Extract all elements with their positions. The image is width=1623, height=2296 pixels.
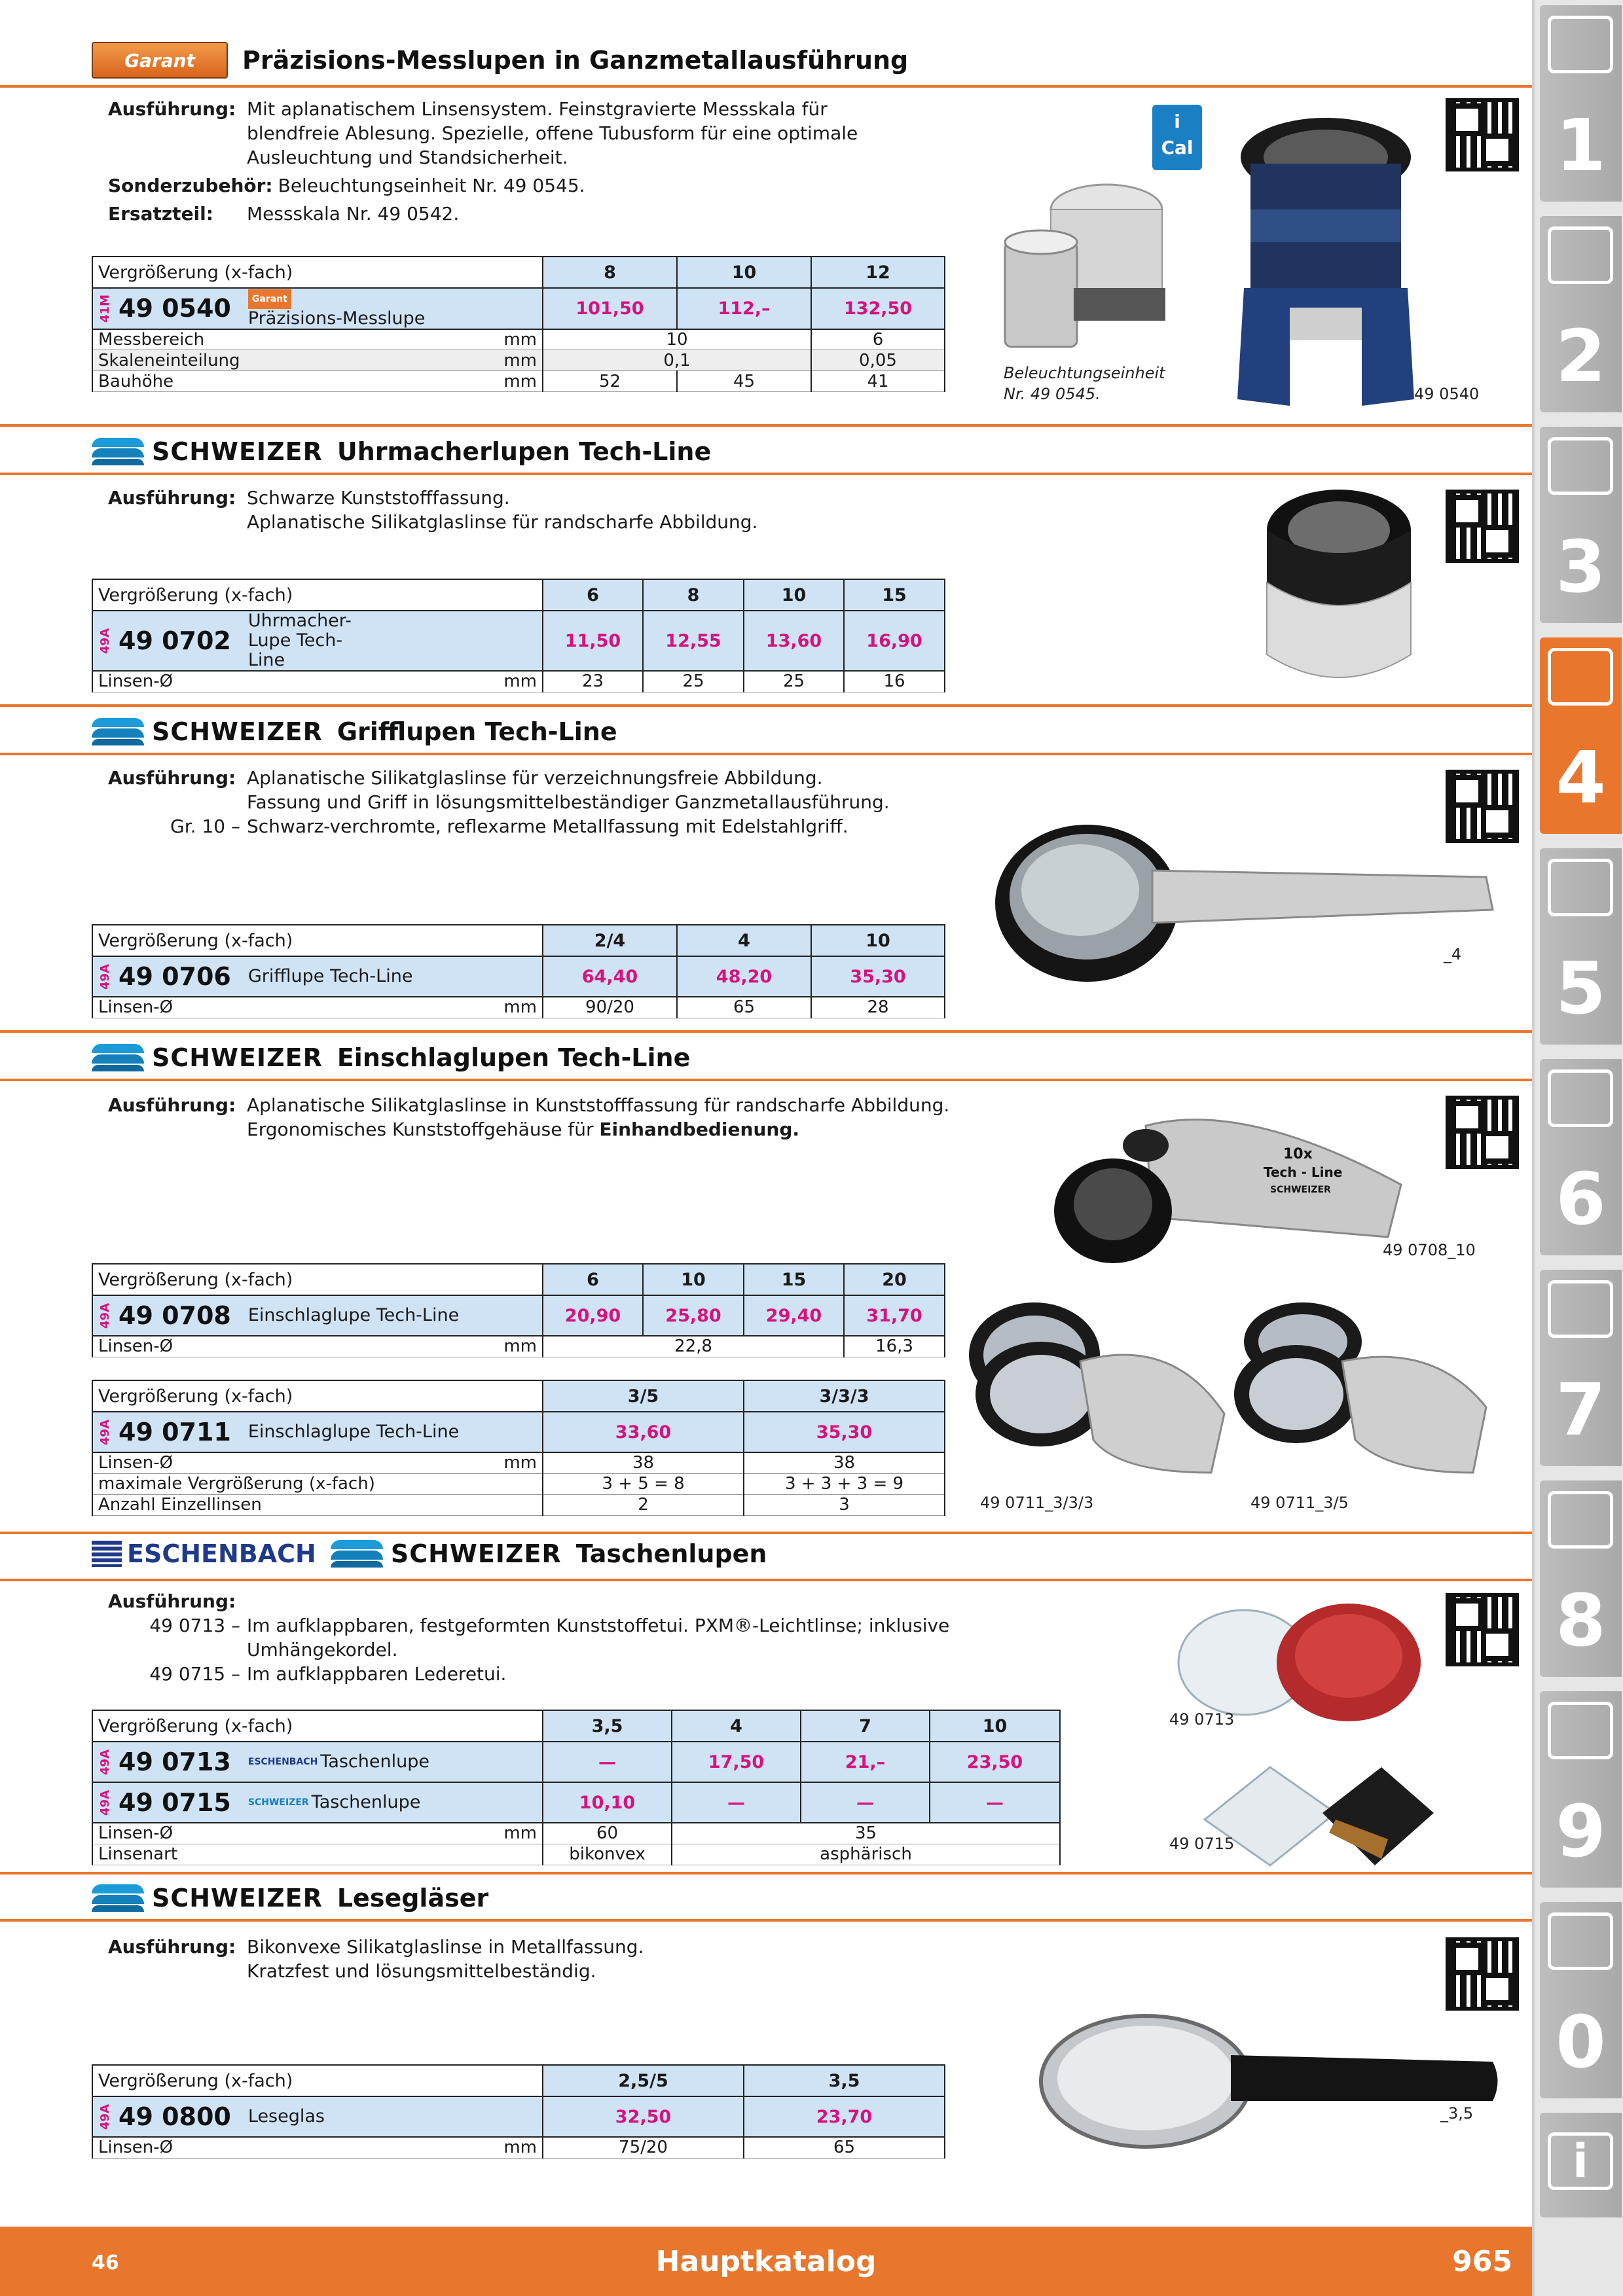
ausfuehrung-label: Ausführung: (108, 1590, 236, 1612)
qr-code[interactable] (1446, 98, 1519, 171)
price: — (672, 1782, 801, 1823)
spec-value: bikonvex (543, 1844, 672, 1865)
tab-chapter-6[interactable] (1540, 1059, 1622, 1255)
caption: 49 0711_3/5 (1250, 1494, 1349, 1512)
price: 17,50 (672, 1742, 801, 1782)
spec-unit: mm (441, 371, 543, 392)
ausfuehrung-label: Ausführung: (108, 1094, 236, 1116)
chapter-tab-strip (1532, 0, 1623, 2296)
table-row (92, 2096, 543, 2137)
schweizer-mark-icon (92, 437, 144, 467)
column-header: 10 (643, 1264, 744, 1295)
column-header: 15 (844, 579, 945, 611)
article-number: 49 0540 (119, 294, 231, 323)
brand-name: SCHWEIZER (152, 1043, 323, 1072)
schweizer-mark-icon (92, 1883, 144, 1913)
column-header: 6 (543, 1264, 643, 1295)
tab-number: 4 (1556, 736, 1606, 819)
description-line: Aplanatische Silikatglaslinse für verzeichnungsfreie Abbildung. (247, 767, 823, 789)
lens-label: 10x (1283, 1146, 1313, 1162)
price: 101,50 (543, 288, 677, 329)
schweizer-logo (92, 1043, 323, 1073)
price: 20,90 (543, 1295, 643, 1336)
column-10: 10 (677, 257, 811, 288)
description-line: Bikonvexe Silikatglaslinse in Metallfassung. (247, 1936, 644, 1958)
variant-text: Schwarz-verchromte, reflexarme Metallfassung mit Edelstahlgriff. (247, 816, 848, 837)
spec-unit: mm (441, 329, 543, 350)
handle-magnifier-image (989, 812, 1499, 995)
section-einschlaglupen-title (92, 1038, 690, 1077)
price-table-490708 (92, 1263, 945, 1357)
spec-value: 0,05 (811, 350, 945, 371)
description-line: Kratzfest und lösungsmittelbeständig. (247, 1960, 596, 1982)
spec-value: 22,8 (543, 1336, 844, 1357)
tab-chapter-9[interactable] (1540, 1691, 1622, 1888)
watchmaker-loupe-image (1257, 484, 1421, 694)
tab-chapter-5[interactable] (1540, 848, 1622, 1045)
column-header: 4 (677, 925, 811, 956)
spec-name: Bauhöhe (92, 371, 441, 392)
brand-name: SCHWEIZER (152, 437, 323, 466)
garant-logo: Garant (92, 42, 228, 79)
price: 132,50 (811, 288, 945, 329)
qr-code[interactable] (1446, 1593, 1519, 1666)
description-line: Aplanatische Silikatglaslinse für randscharfe Abbildung. (247, 511, 758, 533)
table-row (92, 1412, 543, 1452)
spec-value: 6 (811, 329, 945, 350)
section-title: Taschenlupen (575, 1539, 767, 1568)
divider (0, 1030, 1532, 1033)
spec-name: Linsen-Ø (92, 1452, 390, 1473)
footer (0, 2227, 1532, 2296)
catalog-name: Hauptkatalog (655, 2245, 877, 2278)
group-code: 49A (98, 963, 112, 990)
eschenbach-mark-icon (92, 1541, 122, 1567)
spec-name: Linsen-Ø (92, 1336, 390, 1357)
calibration-badge (1152, 105, 1202, 170)
spec-value: 35 (672, 1823, 1060, 1844)
divider (0, 473, 1532, 475)
table-head-label: Vergrößerung (x-fach) (92, 579, 543, 611)
ausfuehrung-label: Ausführung: (108, 487, 236, 509)
price-table-490800 (92, 2064, 945, 2159)
page-number-left: 46 (92, 2251, 119, 2274)
column-header: 6 (543, 579, 643, 611)
spec-name: Linsen-Ø (92, 1823, 390, 1844)
variant-text: Im aufklappbaren, festgeformten Kunststoffetui. PXM®-Leichtlinse; inklusive Umhängekordel. (247, 1615, 950, 1660)
description-line: Fassung und Griff in lösungsmittelbeständiger Ganzmetallausführung. (247, 791, 890, 813)
spec-value: 25 (643, 671, 744, 692)
spec-name: Linsen-Ø (92, 671, 390, 692)
group-code: 49A (98, 1749, 112, 1775)
garant-mini-logo: Garant (248, 289, 291, 309)
eschenbach-logo (92, 1539, 316, 1568)
section-title: Uhrmacherlupen Tech-Line (337, 437, 712, 466)
price: 13,60 (744, 611, 844, 671)
spec-value: 45 (677, 371, 811, 392)
price: 48,20 (677, 956, 811, 997)
price: 12,55 (643, 611, 744, 671)
product-name: Grifflupe Tech-Line (247, 966, 413, 986)
variant-key: Gr. 10 – (170, 816, 240, 837)
section-title: Präzisions-Messlupen in Ganzmetallausführung (242, 46, 909, 75)
spec-value: 10 (543, 329, 811, 350)
info-letter: i (1573, 2134, 1588, 2188)
table-head-label: Vergrößerung (x-fach) (92, 257, 543, 288)
column-header: 3/5 (543, 1380, 744, 1412)
section-taschenlupen-title (92, 1534, 767, 1573)
column-8: 8 (543, 257, 677, 288)
column-header: 10 (811, 925, 945, 956)
drill-icon (1548, 16, 1613, 73)
caliper-icon (1548, 648, 1613, 706)
caption: _3,5 (1440, 2104, 1474, 2123)
spec-name: Linsenart (92, 1844, 543, 1865)
qr-code[interactable] (1446, 770, 1519, 843)
article-number: 49 0702 (119, 626, 231, 655)
caption: Nr. 49 0545. (1004, 385, 1101, 403)
tab-number: 9 (1556, 1789, 1606, 1873)
column-header: 7 (801, 1710, 930, 1742)
spec-name: maximale Vergrößerung (x-fach) (92, 1473, 543, 1494)
group-code: 49A (98, 628, 112, 654)
illumination-unit-image (995, 164, 1172, 373)
table-head-label: Vergrößerung (x-fach) (92, 925, 543, 956)
spec-name: Linsen-Ø (92, 997, 390, 1018)
variant-key: 49 0715 – (149, 1663, 240, 1685)
tab-chapter-2[interactable] (1540, 216, 1622, 412)
divider (0, 1872, 1532, 1874)
tab-number: 5 (1556, 946, 1606, 1030)
description-line: Ergonomisches Kunststoffgehäuse für (247, 1119, 600, 1140)
spec-unit: mm (390, 2137, 543, 2158)
sonderzubehoer-label: Sonderzubehör: (108, 175, 273, 196)
spec-value: 41 (811, 371, 945, 392)
caption: 49 0715 (1169, 1835, 1235, 1853)
group-code: 41M (98, 294, 112, 323)
price-table-490702 (92, 579, 945, 692)
tab-chapter-3[interactable] (1540, 427, 1622, 623)
column-header: 3,5 (744, 2065, 945, 2096)
hand-tools-icon (1548, 1280, 1613, 1338)
group-code: 49A (98, 1789, 112, 1816)
folding-loupe-490708-image (1048, 1106, 1414, 1270)
product-name: Präzisions-Messlupe (247, 308, 426, 329)
spec-value: 0,1 (543, 350, 811, 371)
column-header: 2,5/5 (543, 2065, 744, 2096)
workshop-icon (1548, 1491, 1613, 1549)
ersatzteil-text: Messskala Nr. 49 0542. (247, 203, 460, 224)
spec-value: 65 (677, 997, 811, 1018)
table-row (92, 956, 543, 997)
spec-unit: mm (390, 997, 543, 1018)
price: 23,70 (744, 2096, 945, 2137)
lens-label: SCHWEIZER (1270, 1185, 1331, 1195)
price: — (543, 1742, 672, 1782)
price: 31,70 (844, 1295, 945, 1336)
product-name: Uhrmacher-Lupe Tech-Line (247, 611, 352, 670)
brand-name: ESCHENBACH (127, 1539, 316, 1568)
table-head-label: Vergrößerung (x-fach) (92, 1264, 543, 1295)
spec-value: 90/20 (543, 997, 677, 1018)
product-name: Taschenlupe (320, 1751, 429, 1772)
description-line: Aplanatische Silikatglaslinse in Kunststofffassung für randscharfe Abbildung. (247, 1094, 950, 1116)
tab-number: 2 (1556, 314, 1606, 398)
schweizer-logo (331, 1539, 562, 1569)
article-number: 49 0708 (119, 1301, 231, 1330)
insert-icon (1548, 226, 1613, 284)
tab-number: 1 (1556, 103, 1606, 187)
article-number: 49 0715 (119, 1788, 231, 1817)
product-name: Einschlaglupe Tech-Line (247, 1422, 460, 1442)
product-name: Einschlaglupe Tech-Line (247, 1305, 460, 1325)
price: — (930, 1782, 1060, 1823)
tool-holder-icon (1548, 437, 1613, 495)
price: 33,60 (543, 1412, 744, 1452)
price-table-pocket-magnifiers (92, 1710, 1061, 1865)
reading-glass-image (1034, 1990, 1506, 2153)
price-table-490540 (92, 256, 945, 392)
section-taschenlupen-description (108, 1589, 1090, 1686)
price: 23,50 (930, 1742, 1060, 1782)
section-title: Lesegläser (337, 1884, 489, 1912)
article-number: 49 0706 (119, 962, 231, 991)
group-code: 49A (98, 1302, 112, 1329)
schweizer-logo (92, 1883, 323, 1913)
caption: 49 0713 (1169, 1710, 1235, 1729)
divider (0, 1079, 1532, 1081)
caption: 49 0708_10 (1383, 1241, 1476, 1259)
tab-chapter-7[interactable] (1540, 1270, 1622, 1466)
section-uhrmacherlupen-title (92, 432, 711, 471)
caption: Beleuchtungseinheit (1004, 364, 1165, 382)
precision-loupe-image (1231, 111, 1421, 419)
price-table-490711 (92, 1380, 945, 1516)
spec-value: 52 (543, 371, 677, 392)
group-code: 49A (98, 1419, 112, 1445)
tab-number: 8 (1556, 1579, 1606, 1662)
spec-value: 38 (543, 1452, 744, 1473)
cabinet-icon (1548, 1702, 1613, 1759)
divider (0, 753, 1532, 755)
variant-key: 49 0713 – (149, 1615, 240, 1636)
tab-number: 7 (1556, 1368, 1606, 1452)
schweizer-logo (92, 717, 323, 747)
column-header: 3,5 (543, 1710, 672, 1742)
saw-blade-icon (1548, 859, 1613, 916)
schweizer-mark-icon (331, 1539, 383, 1569)
schweizer-mini-logo: SCHWEIZER (247, 1797, 309, 1808)
price: 21,– (801, 1742, 930, 1782)
spec-unit: mm (441, 350, 543, 371)
spec-value: 3 + 3 + 3 = 9 (744, 1473, 945, 1494)
info-icon (1548, 2132, 1613, 2190)
spec-name: Messbereich (92, 329, 441, 350)
table-row (92, 1782, 543, 1823)
divider (0, 1919, 1532, 1922)
table-row (92, 611, 543, 671)
sonderzubehoer-text: Beleuchtungseinheit Nr. 49 0545. (278, 175, 585, 196)
wrench-icon (1548, 1069, 1613, 1127)
price: 25,80 (643, 1295, 744, 1336)
table-row (92, 1742, 543, 1782)
eschenbach-mini-logo: ESCHENBACH (247, 1757, 318, 1768)
spec-name: Anzahl Einzellinsen (92, 1494, 543, 1515)
column-header: 10 (744, 579, 844, 611)
column-header: 10 (930, 1710, 1060, 1742)
section-garant-title (92, 41, 908, 80)
caption: 49 0711_3/3/3 (980, 1494, 1094, 1512)
spec-value: 23 (543, 671, 643, 692)
ersatzteil-label: Ersatzteil: (108, 203, 213, 224)
spec-value: 75/20 (543, 2137, 744, 2158)
divider (0, 424, 1532, 427)
ausfuehrung-label: Ausführung: (108, 1936, 236, 1958)
badge-info: i (1174, 111, 1180, 132)
spec-name: Skaleneinteilung (92, 350, 441, 371)
column-header: 3/3/3 (744, 1380, 945, 1412)
column-12: 12 (811, 257, 945, 288)
spec-unit: mm (390, 1823, 543, 1844)
spec-value: asphärisch (672, 1844, 1060, 1865)
table-head-label: Vergrößerung (x-fach) (92, 1710, 543, 1742)
spec-name: Linsen-Ø (92, 2137, 390, 2158)
section-garant-description (108, 97, 913, 226)
product-name: Taschenlupe (311, 1791, 421, 1812)
section-grifflupen-description (108, 766, 959, 838)
qr-code[interactable] (1446, 1937, 1519, 2011)
safety-gear-icon (1548, 1912, 1613, 1970)
product-name: Leseglas (247, 2106, 325, 2126)
ausfuehrung-text: Mit aplanatischem Linsensystem. Feinstgravierte Messskala für blendfreie Ablesung. Spezielle, offene Tubusform für eine optimale Ausleuchtung und Standsicherheit. (247, 98, 858, 168)
tab-number: 3 (1556, 525, 1606, 609)
column-header: 2/4 (543, 925, 677, 956)
folding-loupe-490711-35-image (1231, 1296, 1506, 1486)
price: 10,10 (543, 1782, 672, 1823)
schweizer-mark-icon (92, 717, 144, 747)
lens-label: Tech - Line (1264, 1164, 1343, 1180)
spec-unit: mm (390, 671, 543, 692)
variant-text: Im aufklappbaren Lederetui. (247, 1663, 507, 1685)
spec-value: 3 (744, 1494, 945, 1515)
section-einschlaglupen-description (108, 1093, 959, 1141)
spec-value: 25 (744, 671, 844, 692)
ausfuehrung-label: Ausführung: (108, 98, 236, 120)
qr-code[interactable] (1446, 1096, 1519, 1169)
price: 64,40 (543, 956, 677, 997)
spec-value: 28 (811, 997, 945, 1018)
section-uhrmacherlupen-description (108, 486, 959, 534)
price: 35,30 (744, 1412, 945, 1452)
price-table-490706 (92, 924, 945, 1018)
article-number: 49 0711 (119, 1418, 231, 1446)
column-header: 20 (844, 1264, 945, 1295)
table-row (92, 1295, 543, 1336)
brand-name: SCHWEIZER (152, 1884, 323, 1912)
price: 16,90 (844, 611, 945, 671)
caption: 49 0540 (1414, 385, 1480, 403)
price: 112,– (677, 288, 811, 329)
ausfuehrung-label: Ausführung: (108, 767, 236, 789)
spec-unit: mm (390, 1452, 543, 1473)
spec-value: 16,3 (844, 1336, 945, 1357)
price: 32,50 (543, 2096, 744, 2137)
section-leseglaeser-description (108, 1935, 959, 1983)
price: 11,50 (543, 611, 643, 671)
brand-name: SCHWEIZER (152, 717, 323, 746)
price: — (801, 1782, 930, 1823)
badge-cal: Cal (1161, 137, 1194, 158)
spec-value: 65 (744, 2137, 945, 2158)
tab-number: 0 (1556, 2000, 1606, 2084)
column-header: 15 (744, 1264, 844, 1295)
tab-chapter-4[interactable] (1540, 637, 1622, 834)
table-head-label: Vergrößerung (x-fach) (92, 1380, 543, 1412)
column-header: 8 (643, 579, 744, 611)
tab-number: 6 (1556, 1157, 1606, 1241)
section-grifflupen-title (92, 712, 617, 751)
schweizer-logo (92, 437, 323, 467)
spec-unit: mm (390, 1336, 543, 1357)
qr-code[interactable] (1446, 490, 1519, 563)
article-number: 49 0713 (119, 1748, 231, 1776)
section-leseglaeser-title (92, 1878, 488, 1918)
description-line: Schwarze Kunststofffassung. (247, 487, 510, 509)
brand-name: SCHWEIZER (390, 1539, 562, 1568)
spec-value: 3 + 5 = 8 (543, 1473, 744, 1494)
group-code: 49A (98, 2104, 112, 2130)
folding-loupe-490711-333-image (962, 1296, 1237, 1486)
divider (0, 1579, 1532, 1581)
tab-chapter-8[interactable] (1540, 1480, 1622, 1677)
spec-value: 38 (744, 1452, 945, 1473)
divider (0, 704, 1532, 707)
divider (0, 85, 1532, 88)
section-title: Einschlaglupen Tech-Line (337, 1043, 691, 1072)
column-header: 4 (672, 1710, 801, 1742)
article-number: 49 0800 (119, 2102, 231, 2131)
tab-info[interactable] (1540, 2113, 1622, 2217)
spec-value: 16 (844, 671, 945, 692)
price: 29,40 (744, 1295, 844, 1336)
section-title: Grifflupen Tech-Line (337, 717, 617, 746)
price: 35,30 (811, 956, 945, 997)
page-number-right: 965 (1452, 2245, 1512, 2278)
caption: _4 (1444, 945, 1462, 963)
schweizer-mark-icon (92, 1043, 144, 1073)
tab-chapter-0[interactable] (1540, 1902, 1622, 2098)
table-row (92, 288, 543, 329)
spec-value: 60 (543, 1823, 672, 1844)
description-emphasis: Einhandbedienung. (599, 1119, 799, 1140)
tab-chapter-1[interactable] (1540, 5, 1622, 202)
spec-value: 2 (543, 1494, 744, 1515)
table-head-label: Vergrößerung (x-fach) (92, 2065, 543, 2096)
